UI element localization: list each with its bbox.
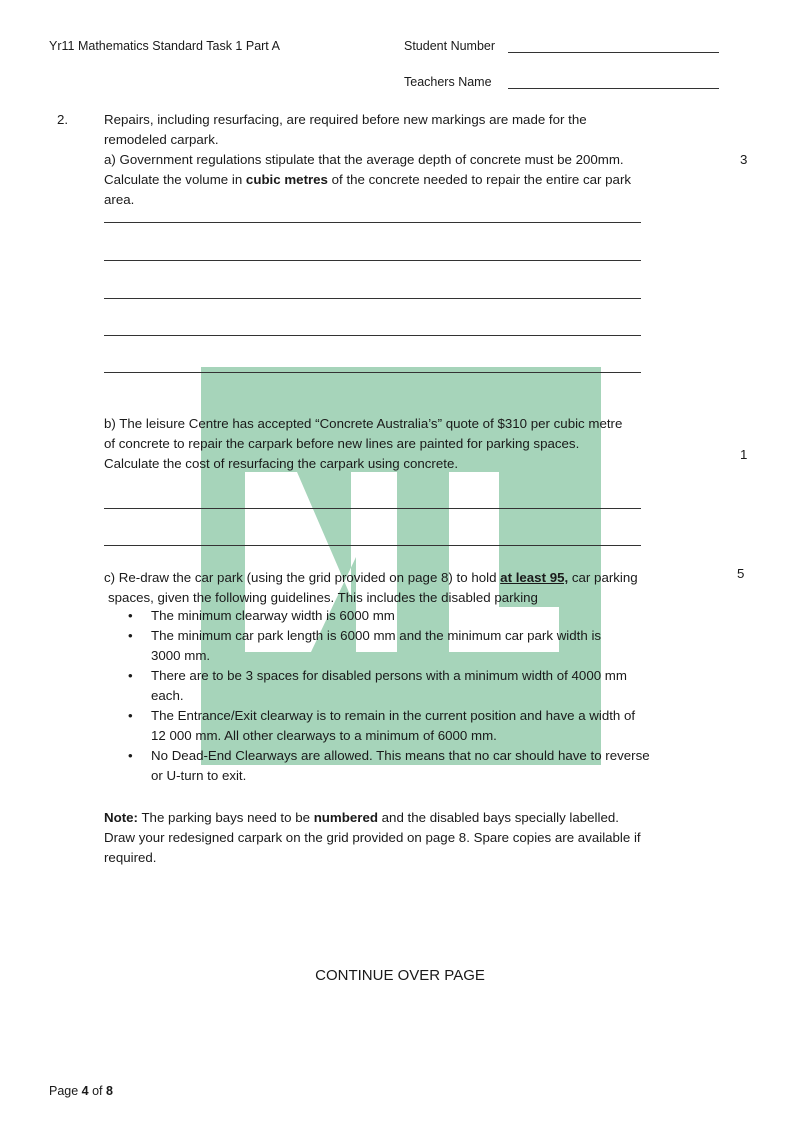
note-text: Note: The parking bays need to be numbered and the disabled bays specially labelled. Draw your redesigned carpark on the grid provided on page 8. Spare copies are available if required. xyxy=(104,810,641,865)
answer-line[interactable] xyxy=(104,222,641,223)
continue-over-page: CONTINUE OVER PAGE xyxy=(315,967,485,984)
answer-line[interactable] xyxy=(104,335,641,336)
document-title: Yr11 Mathematics Standard Task 1 Part A xyxy=(49,39,280,53)
guidelines-list xyxy=(124,606,714,786)
part-b-text: b) The leisure Centre has accepted “Concrete Australia’s” quote of $310 per cubic metre of concrete to repair the carpark before new lines are painted for parking spaces. Calculate the cost of resurfacing the carpark using concrete. xyxy=(104,416,623,471)
part-a-text: a) Government regulations stipulate that the average depth of concrete must be 200mm. Calculate the volume in cubic metres of the concrete needed to repair the entire car park area. xyxy=(104,152,632,207)
student-number-field[interactable] xyxy=(508,52,719,53)
part-a-marks: 3 xyxy=(740,152,748,167)
list-item: • The minimum car park length is 6000 mm and the minimum car park width is 3000 mm. xyxy=(124,626,714,666)
page-footer: Page 4 of 8 xyxy=(49,1084,113,1098)
answer-line[interactable] xyxy=(104,508,641,509)
teachers-name-field[interactable] xyxy=(508,88,719,89)
question-intro: Repairs, including resurfacing, are required before new markings are made for the remodeled carpark. xyxy=(104,112,587,147)
part-c-text: c) Re-draw the car park (using the grid provided on page 8) to hold at least 95, car parking spaces, given the following guidelines. This includes the disabled parking xyxy=(104,570,638,605)
answer-line[interactable] xyxy=(104,298,641,299)
list-item: • The minimum clearway width is 6000 mm xyxy=(124,606,714,626)
part-c-marks: 5 xyxy=(737,566,745,581)
teachers-name-label: Teachers Name xyxy=(404,75,492,89)
list-item: • The Entrance/Exit clearway is to remain in the current position and have a width of 12 000 mm. All other clearways to a minimum of 6000 mm. xyxy=(124,706,714,746)
student-number-label: Student Number xyxy=(404,39,496,53)
list-item: • There are to be 3 spaces for disabled persons with a minimum width of 4000 mm each. xyxy=(124,666,714,706)
answer-line[interactable] xyxy=(104,545,641,546)
question-number: 2. xyxy=(57,112,69,127)
part-b-marks: 1 xyxy=(740,447,748,462)
answer-line[interactable] xyxy=(104,260,641,261)
answer-line[interactable] xyxy=(104,372,641,373)
list-item: • No Dead-End Clearways are allowed. This means that no car should have to reverse or U-turn to exit. xyxy=(124,746,714,786)
